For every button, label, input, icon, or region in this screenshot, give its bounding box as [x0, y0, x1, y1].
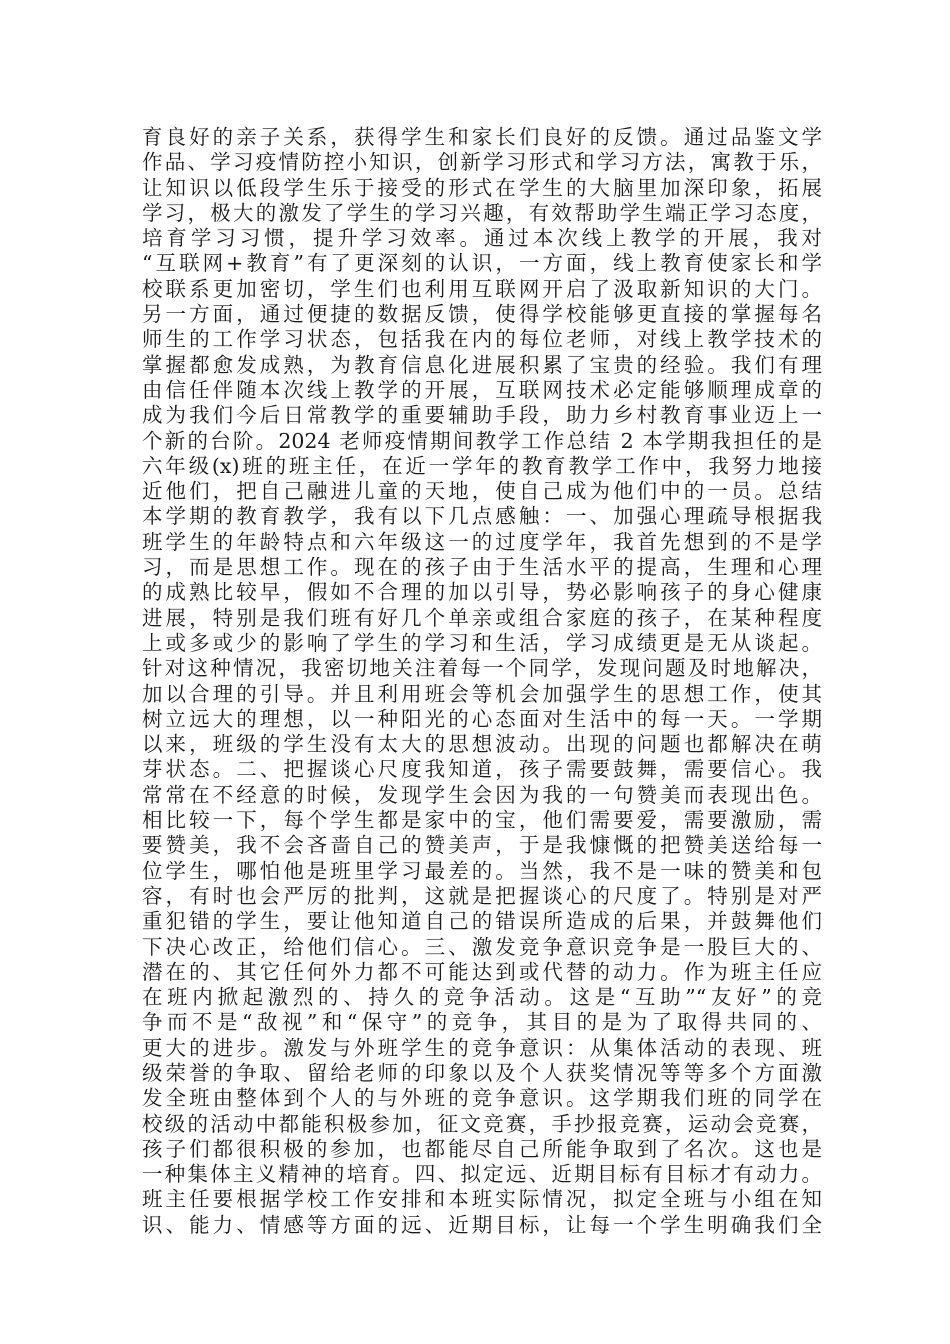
text-line: 芽状态。二、把握谈心尺度我知道，孩子需要鼓舞，需要信心。我	[142, 757, 822, 782]
text-line: 育良好的亲子关系，获得学生和家长们良好的反馈。通过品鉴文学	[142, 125, 822, 149]
text-line: 班学生的年龄特点和六年级这一的过度学年，我首先想到的不是学	[142, 529, 822, 554]
text-line: 个新的台阶。2024 老师疫情期间教学工作总结 2 本学期我担任的是	[142, 428, 822, 453]
text-line: 六年级(x)班的班主任，在近一学年的教育教学工作中，我努力地接	[142, 453, 822, 478]
text-line: 要赞美，我不会吝啬自己的赞美声，于是我慷慨的把赞美送给每一	[142, 833, 822, 858]
text-line: 识、能力、情感等方面的远、近期目标，让每一个学生明确我们全	[142, 1212, 822, 1237]
text-line: 班主任要根据学校工作安排和本班实际情况，拟定全班与小组在知	[142, 1187, 822, 1212]
text-line: 上或多或少的影响了学生的学习和生活，学习成绩更是无从谈起。	[142, 630, 822, 655]
text-line: 发全班由整体到个人的与外班的竞争意识。这学期我们班的同学在	[142, 1086, 822, 1111]
text-line: 在班内掀起激烈的、持久的竞争活动。这是“互助”“友好”的竞	[142, 985, 822, 1010]
text-line: 校级的活动中都能积极参加，征文竞赛，手抄报竞赛，运动会竞赛，	[142, 1111, 822, 1136]
text-line: 习，而是思想工作。现在的孩子由于生活水平的提高，生理和心理	[142, 555, 822, 580]
text-line: 位学生，哪怕他是班里学习最差的。当然，我不是一味的赞美和包	[142, 858, 822, 883]
text-line: 培育学习习惯，提升学习效率。通过本次线上教学的开展，我对	[142, 226, 822, 251]
text-line: 让知识以低段学生乐于接受的形式在学生的大脑里加深印象，拓展	[142, 175, 822, 200]
text-line: 作品、学习疫情防控小知识，创新学习形式和学习方法，寓教于乐，	[142, 150, 822, 175]
text-line: 另一方面，通过便捷的数据反馈，使得学校能够更直接的掌握每名	[142, 302, 822, 327]
text-line: 由信任伴随本次线上教学的开展，互联网技术必定能够顺理成章的	[142, 377, 822, 402]
text-line: 近他们，把自己融进儿童的天地，使自己成为他们中的一员。总结	[142, 479, 822, 504]
text-line: 一种集体主义精神的培育。四、拟定远、近期目标有目标才有动力。	[142, 1162, 822, 1187]
text-line: 容，有时也会严厉的批判，这就是把握谈心的尺度了。特别是对严	[142, 883, 822, 908]
text-line: 下决心改正，给他们信心。三、激发竞争意识竞争是一股巨大的、	[142, 934, 822, 959]
body-text	[142, 125, 822, 1238]
text-line: 师生的工作学习状态，包括我在内的每位老师，对线上教学技术的	[142, 327, 822, 352]
text-line: 学习，极大的激发了学生的学习兴趣，有效帮助学生端正学习态度，	[142, 200, 822, 225]
text-line: 本学期的教育教学，我有以下几点感触：一、加强心理疏导根据我	[142, 504, 822, 529]
text-line: 进展，特别是我们班有好几个单亲或组合家庭的孩子，在某种程度	[142, 605, 822, 630]
text-line: 重犯错的学生，要让他知道自己的错误所造成的后果，并鼓舞他们	[142, 909, 822, 934]
text-line: 树立远大的理想，以一种阳光的心态面对生活中的每一天。一学期	[142, 706, 822, 731]
text-line: 潜在的、其它任何外力都不可能达到或代替的动力。作为班主任应	[142, 959, 822, 984]
text-line: 更大的进步。激发与外班学生的竞争意识：从集体活动的表现、班	[142, 1035, 822, 1060]
text-line: 的成熟比较早，假如不合理的加以引导，势必影响孩子的身心健康	[142, 580, 822, 605]
text-line: 掌握都愈发成熟，为教育信息化进展积累了宝贵的经验。我们有理	[142, 352, 822, 377]
text-line: 孩子们都很积极的参加，也都能尽自己所能争取到了名次。这也是	[142, 1136, 822, 1161]
text-line: 争而不是“敌视”和“保守”的竞争，其目的是为了取得共同的、	[142, 1010, 822, 1035]
text-line: 级荣誉的争取、留给老师的印象以及个人获奖情况等等多个方面激	[142, 1060, 822, 1085]
text-line: 成为我们今后日常教学的重要辅助手段，助力乡村教育事业迈上一	[142, 403, 822, 428]
text-line: 常常在不经意的时候，发现学生会因为我的一句赞美而表现出色。	[142, 782, 822, 807]
text-line: 相比较一下，每个学生都是家中的宝，他们需要爱，需要激励，需	[142, 808, 822, 833]
text-line: 以来，班级的学生没有太大的思想波动。出现的问题也都解决在萌	[142, 732, 822, 757]
text-line: “互联网+教育”有了更深刻的认识，一方面，线上教育使家长和学	[142, 251, 822, 276]
text-line: 针对这种情况，我密切地关注着每一个同学，发现问题及时地解决，	[142, 656, 822, 681]
text-line: 校联系更加密切，学生们也利用互联网开启了汲取新知识的大门。	[142, 276, 822, 301]
text-line: 加以合理的引导。并且利用班会等机会加强学生的思想工作，使其	[142, 681, 822, 706]
